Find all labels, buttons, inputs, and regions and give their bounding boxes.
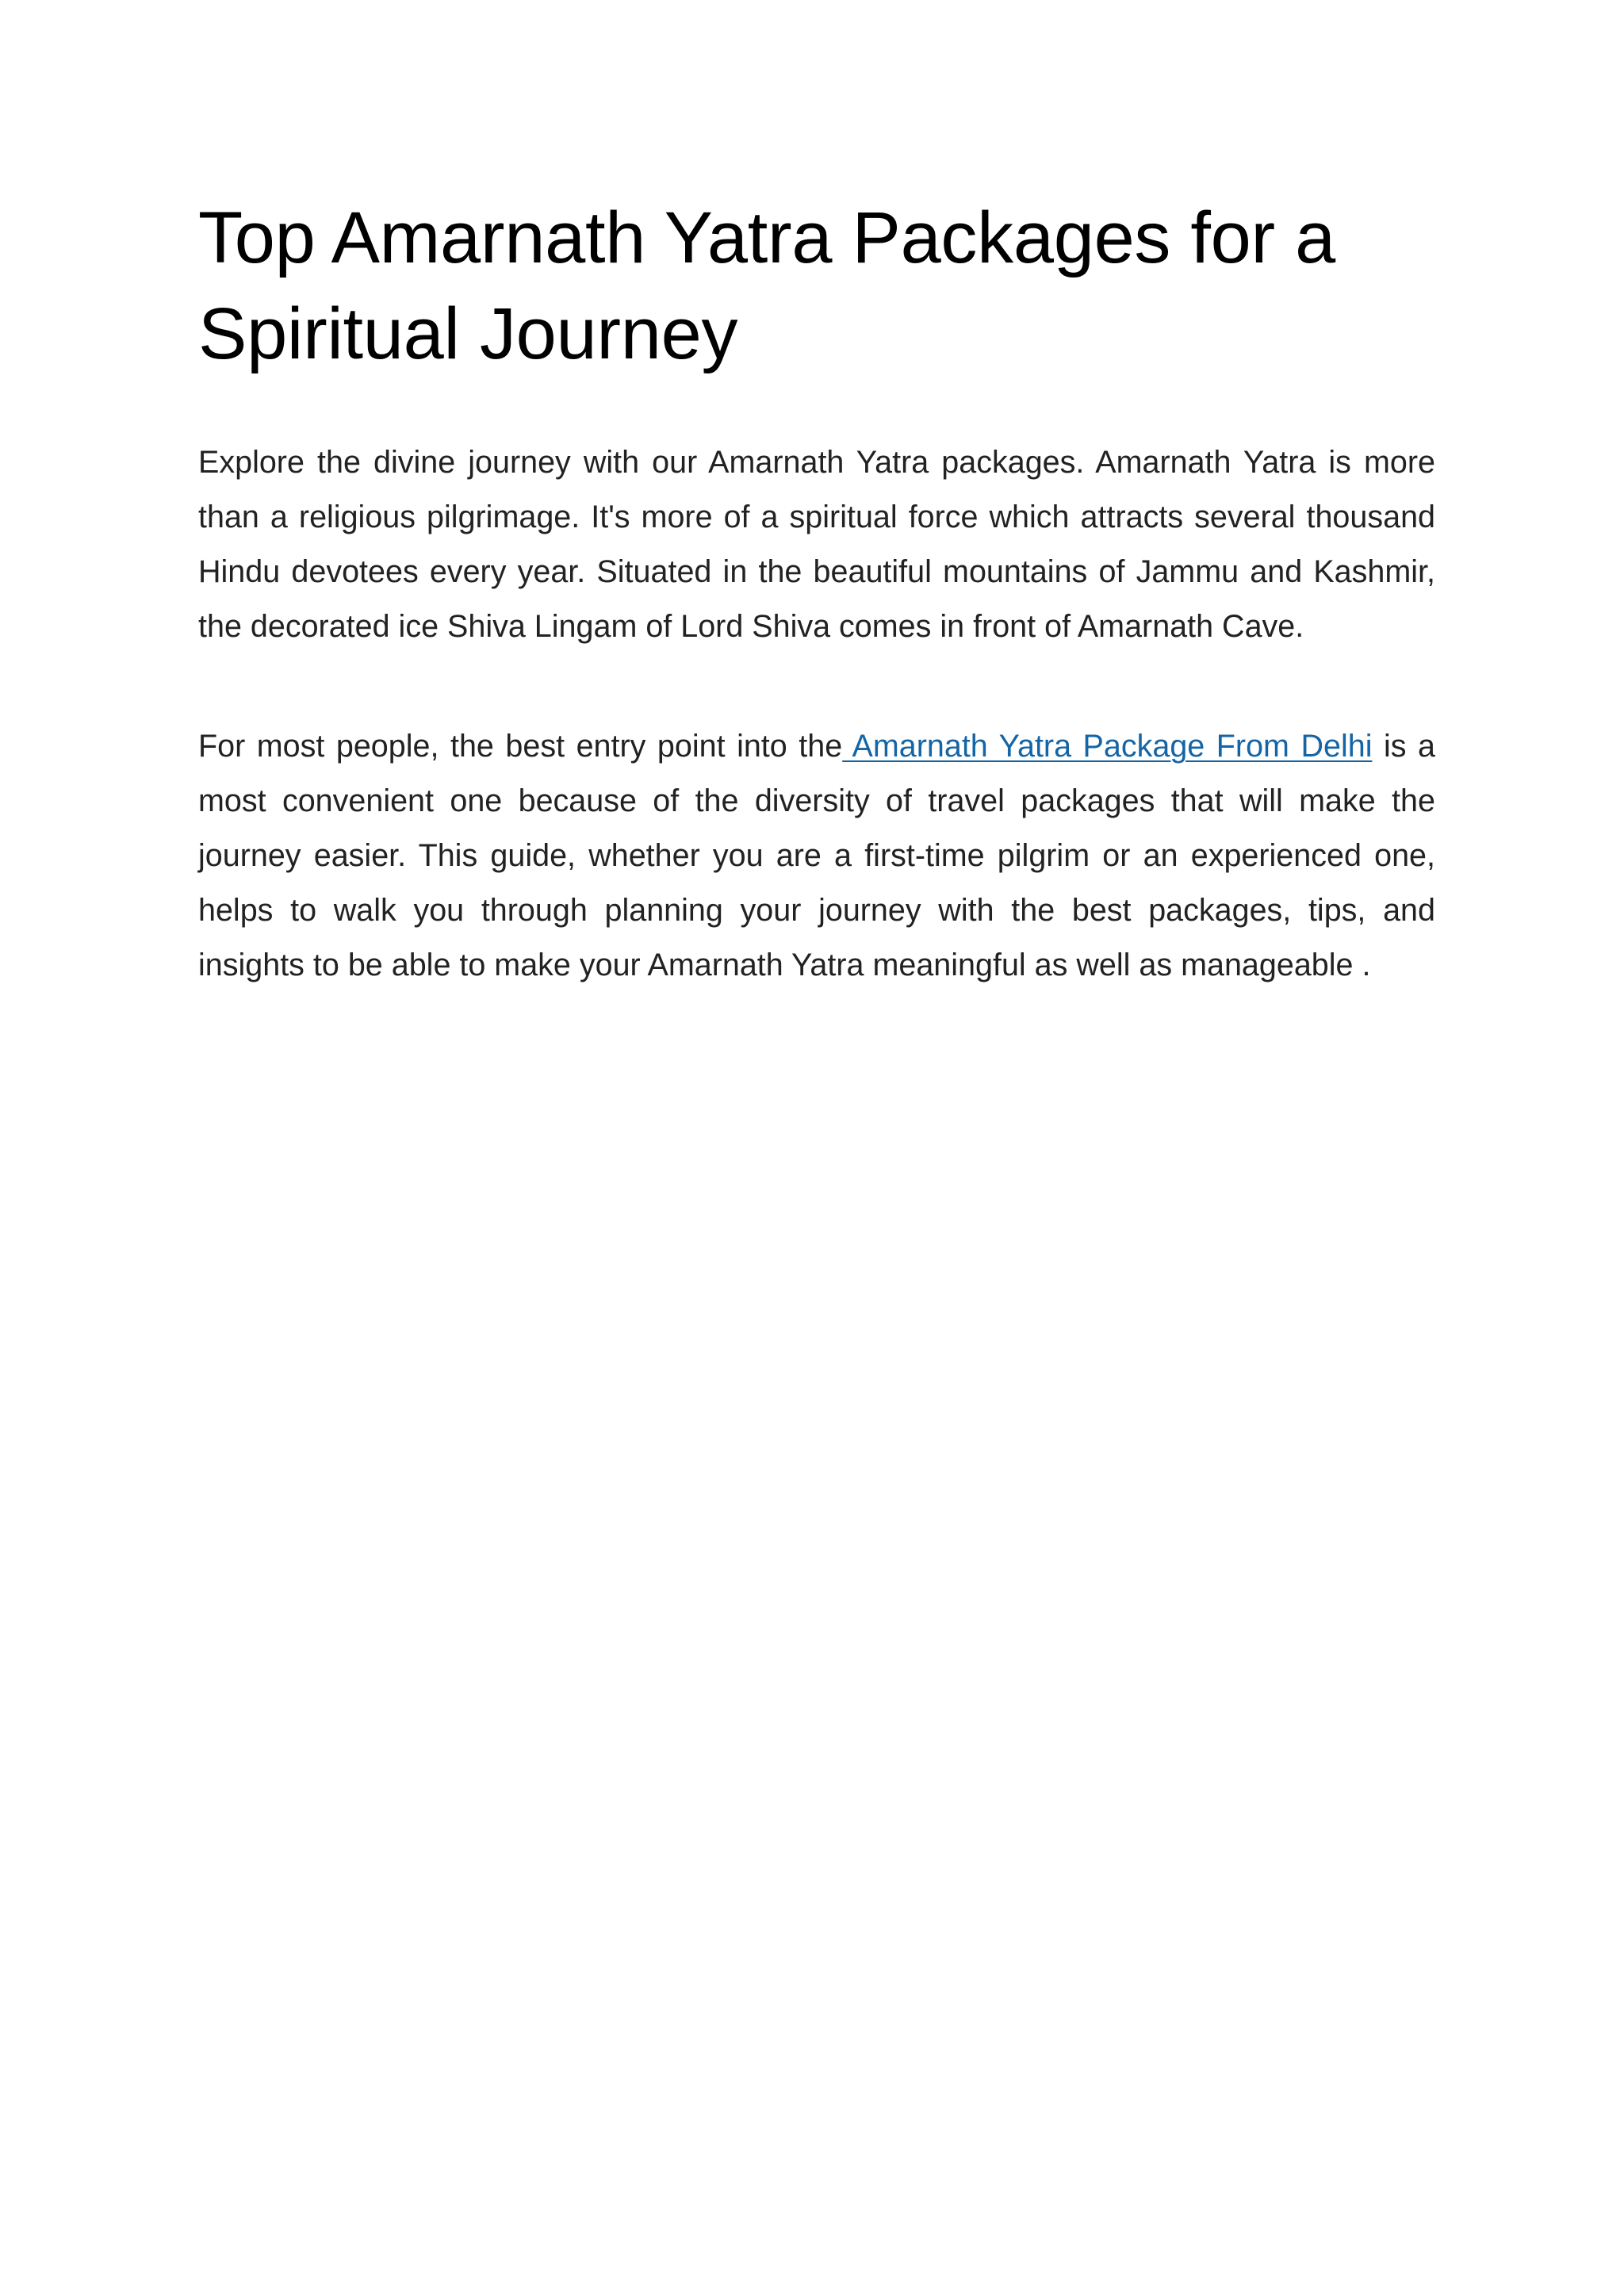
paragraph-text-after-link: is a most convenient one because of the diversity of travel packages that will make the journey easier. This guide, whether you are a first-time pilgrim or an experienced one, helps to walk you through planning your journey with the best packages, tips, and insights to be able to make your Amarnath Yatra meaningful as well as manageable . [198,729,1436,982]
intro-paragraph: Explore the divine journey with our Amarnath Yatra packages. Amarnath Yatra is more than a religious pilgrimage. It's more of a spiritual force which attracts several thousand Hindu devotees every year. Situated in the beautiful mountains of Jammu and Kashmir, the decorated ice Shiva Lingam of Lord Shiva comes in front of Amarnath Cave. [198,445,1435,644]
package-paragraph [198,719,1435,993]
paragraph-text-before-link: For most people, the best entry point into the [198,729,843,764]
document-title: Top Amarnath Yatra Packages for a Spiritual Journey [198,197,1335,374]
amarnath-package-delhi-link[interactable]: Amarnath Yatra Package From Delhi [842,729,1373,764]
document-page [198,190,1435,993]
